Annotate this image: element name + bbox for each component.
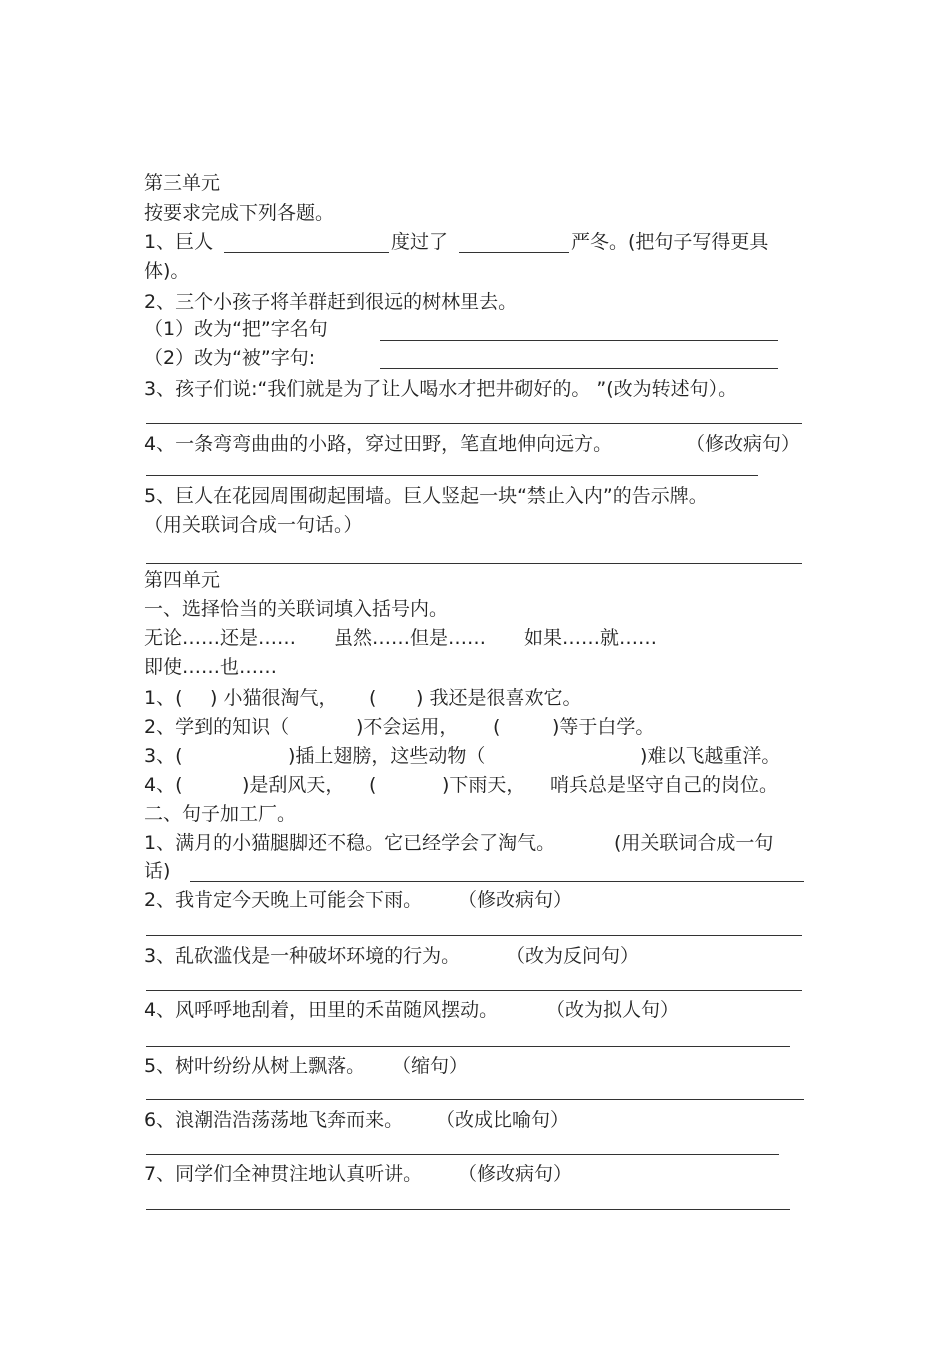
sentence-1-answer-line[interactable] xyxy=(190,881,804,882)
sentence-7-note: （修改病句） xyxy=(458,1163,573,1185)
sentence-7-text: 7、同学们全神贯注地认真听讲。 xyxy=(144,1163,423,1185)
fill-q3-text: )插上翅膀，这些动物（ xyxy=(288,745,486,767)
sentence-2-answer-line[interactable] xyxy=(146,935,802,936)
sentence-1-note-cont: 话) xyxy=(144,860,171,882)
q1-part-b: 度过了 xyxy=(391,231,449,253)
fill-q3-text: 3、( xyxy=(144,745,183,767)
sentence-6-text: 6、浪潮浩浩荡荡地飞奔而来。 xyxy=(144,1109,404,1131)
fill-q4-text: 4、( xyxy=(144,774,183,796)
conjunction-option: 如果……就…… xyxy=(524,627,658,649)
fill-q4-text: ( xyxy=(369,774,377,796)
fill-q2-text: )不会运用， xyxy=(356,716,459,738)
fill-q2-text: 2、学到的知识（ xyxy=(144,716,290,738)
sentence-7-answer-line[interactable] xyxy=(146,1209,790,1210)
q2-2-answer-line[interactable] xyxy=(380,368,778,369)
fill-q3-text: )难以飞越重洋。 xyxy=(640,745,781,767)
q1-answer-blank-1[interactable] xyxy=(224,252,389,253)
sentence-3-text: 3、乱砍滥伐是一种破坏环境的行为。 xyxy=(144,945,461,967)
sentence-1-note: (用关联词合成一句 xyxy=(614,832,774,854)
conjunction-option: 虽然……但是…… xyxy=(334,627,487,649)
fill-q1-text: ( xyxy=(369,687,377,709)
sentence-6-answer-line[interactable] xyxy=(146,1154,779,1155)
unit3-instruction: 按要求完成下列各题。 xyxy=(144,202,335,224)
unit3-question-1-cont: 体)。 xyxy=(144,260,190,282)
fill-q1-text: 1、( xyxy=(144,687,183,709)
unit4-part1-heading: 一、选择恰当的关联词填入括号内。 xyxy=(144,598,449,620)
fill-q2-text: )等于白学。 xyxy=(552,716,655,738)
sentence-2-note: （修改病句） xyxy=(458,889,573,911)
conjunction-option: 无论……还是…… xyxy=(144,627,297,649)
sentence-3-answer-line[interactable] xyxy=(146,990,802,991)
sentence-5-answer-line[interactable] xyxy=(146,1099,804,1100)
unit3-question-5: 5、巨人在花园周围砌起围墙。巨人竖起一块“禁止入内”的告示牌。 xyxy=(144,485,708,507)
sentence-1-text: 1、满月的小猫腿脚还不稳。它已经学会了淘气。 xyxy=(144,832,556,854)
sentence-3-note: （改为反问句） xyxy=(506,945,640,967)
sentence-4-answer-line[interactable] xyxy=(146,1046,790,1047)
fill-q4-text: )下雨天， xyxy=(442,774,526,796)
unit3-question-2-2: （2）改为“被”字句: xyxy=(144,347,316,369)
fill-q4-text: 哨兵总是坚守自己的岗位。 xyxy=(550,774,779,796)
q4-note: （修改病句） xyxy=(686,433,801,455)
q4-text: 4、一条弯弯曲曲的小路，穿过田野，笔直地伸向远方。 xyxy=(144,433,613,455)
fill-q1-text: ) 小猫很淘气， xyxy=(210,687,338,709)
q4-answer-line[interactable] xyxy=(146,475,758,476)
sentence-5-note: （缩句） xyxy=(392,1055,469,1077)
sentence-6-note: （改成比喻句） xyxy=(436,1109,570,1131)
unit4-part2-heading: 二、句子加工厂。 xyxy=(144,803,297,825)
conjunction-option: 即使……也…… xyxy=(144,656,278,678)
unit3-question-3: 3、孩子们说:“我们就是为了让人喝水才把井砌好的。 ”(改为转述句）。 xyxy=(144,378,738,400)
fill-q1-text: ) 我还是很喜欢它。 xyxy=(416,687,582,709)
q1-part-a: 1、巨人 xyxy=(144,231,214,253)
q1-answer-blank-2[interactable] xyxy=(459,252,569,253)
q5-answer-line[interactable] xyxy=(146,563,802,564)
unit4-title: 第四单元 xyxy=(144,569,221,591)
q1-part-c: 严冬。(把句子写得更具 xyxy=(571,231,769,253)
q2-1-answer-line[interactable] xyxy=(380,340,778,341)
unit3-question-2-1: （1）改为“把”字名句 xyxy=(144,318,328,340)
sentence-2-text: 2、我肯定今天晚上可能会下雨。 xyxy=(144,889,423,911)
sentence-4-note: （改为拟人句） xyxy=(546,999,680,1021)
q3-answer-line[interactable] xyxy=(146,423,802,424)
fill-q2-text: ( xyxy=(493,716,501,738)
sentence-4-text: 4、风呼呼地刮着，田里的禾苗随风摆动。 xyxy=(144,999,499,1021)
unit3-question-2: 2、三个小孩子将羊群赶到很远的树林里去。 xyxy=(144,291,518,313)
sentence-5-text: 5、树叶纷纷从树上飘落。 xyxy=(144,1055,366,1077)
unit3-title: 第三单元 xyxy=(144,172,221,194)
fill-q4-text: )是刮风天， xyxy=(242,774,345,796)
unit3-question-5-note: （用关联词合成一句话。） xyxy=(144,514,363,536)
